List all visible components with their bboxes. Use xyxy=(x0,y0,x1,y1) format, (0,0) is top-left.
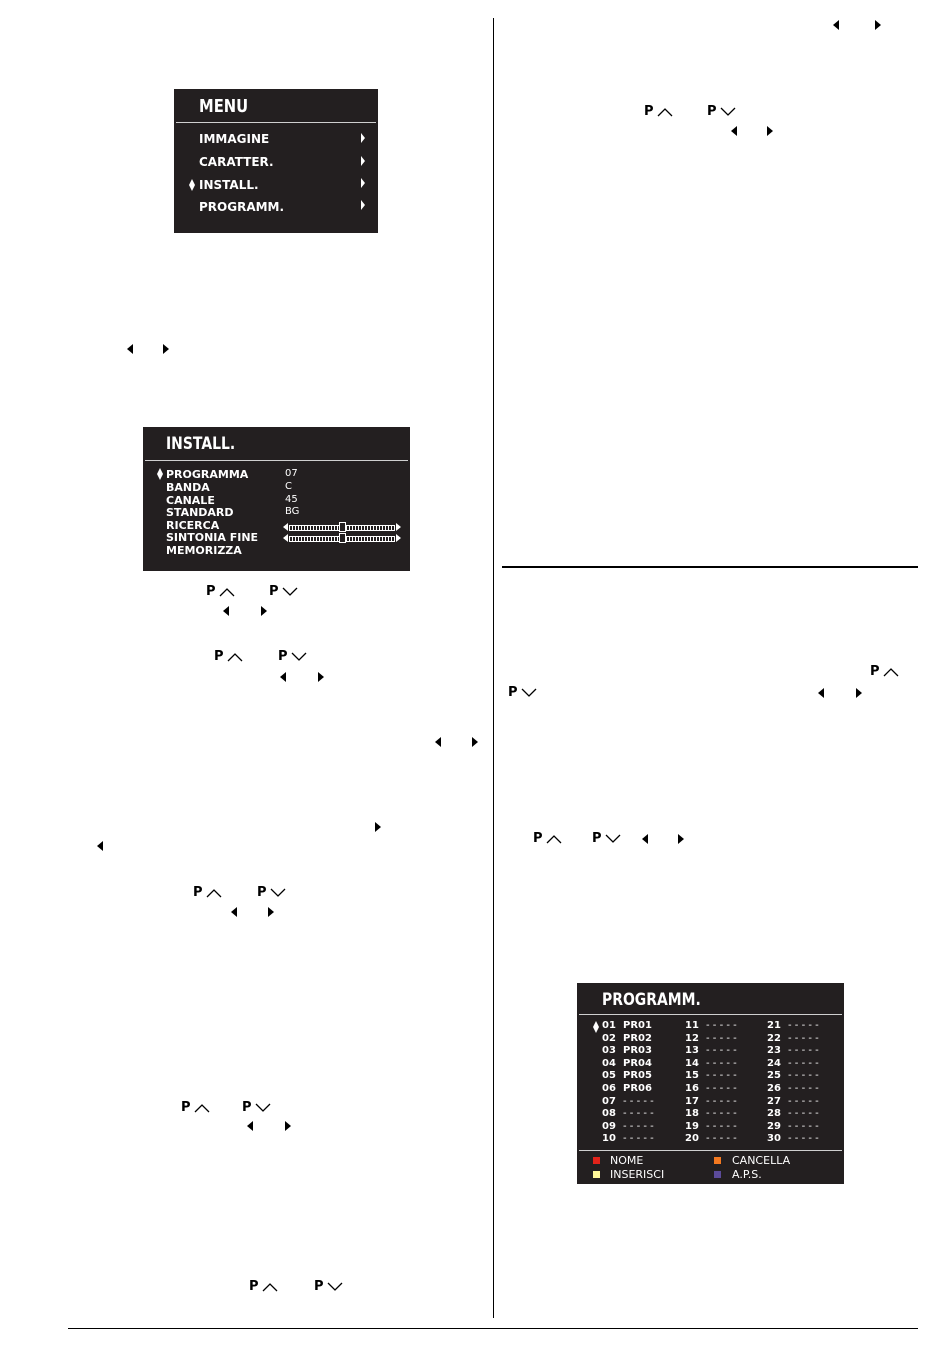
program-list-item[interactable] xyxy=(767,1121,819,1132)
program-list-item[interactable] xyxy=(685,1058,737,1069)
right-arrow-icon xyxy=(163,344,169,354)
program-name: - - - - - xyxy=(706,1133,737,1145)
program-name: PR03 xyxy=(623,1045,652,1057)
left-arrow-icon xyxy=(280,672,286,682)
program-name: - - - - - xyxy=(788,1095,819,1107)
program-list-item[interactable] xyxy=(767,1020,819,1031)
program-number: 21 xyxy=(767,1020,781,1031)
program-number: 28 xyxy=(767,1108,781,1120)
program-name: - - - - - xyxy=(623,1133,654,1145)
program-name: - - - - - xyxy=(706,1095,737,1107)
program-number: 24 xyxy=(767,1057,781,1069)
program-list-item[interactable] xyxy=(767,1045,819,1056)
programm-osd xyxy=(577,983,844,1184)
program-list-item[interactable] xyxy=(602,1108,654,1119)
program-list-item[interactable] xyxy=(685,1133,737,1144)
submenu-arrow-icon xyxy=(361,200,365,210)
program-number: 20 xyxy=(685,1133,699,1145)
install-value-canale: 45 xyxy=(285,494,298,505)
slider-left-arrow-icon xyxy=(283,534,288,542)
legend-inserisci[interactable]: INSERISCI xyxy=(610,1168,665,1181)
p-up-key: P xyxy=(206,585,235,599)
p-down-key: P xyxy=(707,105,736,119)
program-number: 11 xyxy=(685,1020,699,1031)
program-name: - - - - - xyxy=(623,1108,654,1120)
program-list-item[interactable] xyxy=(767,1108,819,1119)
program-name: PR05 xyxy=(623,1070,652,1082)
program-number: 05 xyxy=(602,1070,616,1082)
install-osd-rule xyxy=(145,460,408,461)
install-value-standard: BG xyxy=(285,506,300,517)
program-name: - - - - - xyxy=(788,1070,819,1082)
install-value-programma: 07 xyxy=(285,468,298,479)
program-list-item[interactable] xyxy=(685,1108,737,1119)
program-name: PR06 xyxy=(623,1083,652,1094)
slider-right-arrow-icon xyxy=(396,534,401,542)
program-list-item[interactable] xyxy=(685,1121,737,1132)
program-list-item[interactable] xyxy=(767,1133,819,1144)
column-divider xyxy=(493,18,494,1318)
red-key-icon xyxy=(593,1157,600,1164)
program-number: 03 xyxy=(602,1045,616,1057)
program-number: 08 xyxy=(602,1108,616,1120)
program-list-item[interactable] xyxy=(602,1020,652,1031)
legend-aps[interactable]: A.P.S. xyxy=(732,1168,762,1181)
menu-item-programm[interactable]: PROGRAMM. xyxy=(199,200,285,214)
install-label-standard[interactable]: STANDARD xyxy=(166,506,234,519)
program-name: - - - - - xyxy=(706,1120,737,1132)
right-arrow-icon xyxy=(767,126,773,136)
program-list-item[interactable] xyxy=(602,1058,652,1069)
program-number: 07 xyxy=(602,1095,616,1107)
install-label-banda[interactable]: BANDA xyxy=(166,481,210,494)
install-label-sintonia-fine[interactable]: SINTONIA FINE xyxy=(166,531,259,544)
program-list-item[interactable] xyxy=(685,1096,737,1107)
p-down-key: P xyxy=(257,886,286,900)
footer-rule xyxy=(68,1328,918,1329)
program-list-item[interactable] xyxy=(767,1083,819,1094)
program-name: - - - - - xyxy=(788,1032,819,1044)
install-label-canale[interactable]: CANALE xyxy=(166,494,215,507)
submenu-arrow-icon xyxy=(361,178,365,188)
program-number: 14 xyxy=(685,1057,699,1069)
yellow-key-icon xyxy=(593,1171,600,1178)
program-name: PR04 xyxy=(623,1057,652,1069)
program-name: - - - - - xyxy=(788,1133,819,1145)
program-number: 30 xyxy=(767,1133,781,1145)
menu-osd-rule xyxy=(176,122,376,123)
right-arrow-icon xyxy=(472,737,478,747)
program-list-item[interactable] xyxy=(602,1045,652,1056)
left-arrow-icon xyxy=(127,344,133,354)
p-up-key: P xyxy=(870,665,899,679)
left-arrow-icon xyxy=(731,126,737,136)
left-arrow-icon xyxy=(833,20,839,30)
program-name: - - - - - xyxy=(706,1083,737,1094)
program-name: - - - - - xyxy=(623,1095,654,1107)
install-label-ricerca[interactable]: RICERCA xyxy=(166,519,220,532)
p-up-key: P xyxy=(533,832,562,846)
program-name: - - - - - xyxy=(623,1120,654,1132)
legend-nome[interactable]: NOME xyxy=(610,1154,644,1167)
right-arrow-icon xyxy=(875,20,881,30)
install-value-banda: C xyxy=(285,481,292,492)
left-arrow-icon xyxy=(642,834,648,844)
program-name: - - - - - xyxy=(788,1120,819,1132)
purple-key-icon xyxy=(714,1171,721,1178)
program-list-item[interactable] xyxy=(767,1058,819,1069)
slider-thumb[interactable] xyxy=(339,533,346,543)
right-arrow-icon xyxy=(261,606,267,616)
right-arrow-icon xyxy=(268,907,274,917)
p-up-key: P xyxy=(249,1280,278,1294)
menu-osd-title: MENU xyxy=(199,96,249,117)
p-up-key: P xyxy=(181,1101,210,1115)
program-name: - - - - - xyxy=(706,1108,737,1120)
left-arrow-icon xyxy=(435,737,441,747)
program-name: - - - - - xyxy=(788,1020,819,1031)
submenu-arrow-icon xyxy=(361,156,365,166)
menu-osd xyxy=(174,89,378,233)
p-down-key: P xyxy=(314,1280,343,1294)
p-up-key: P xyxy=(644,105,673,119)
menu-item-caratter[interactable]: CARATTER. xyxy=(199,155,274,169)
left-arrow-icon xyxy=(223,606,229,616)
program-number: 04 xyxy=(602,1057,616,1069)
program-name: - - - - - xyxy=(788,1108,819,1120)
program-list-item[interactable] xyxy=(685,1045,737,1056)
right-arrow-icon xyxy=(285,1121,291,1131)
program-name: - - - - - xyxy=(788,1057,819,1069)
program-list-item[interactable] xyxy=(767,1096,819,1107)
install-label-programma[interactable]: PROGRAMMA xyxy=(166,468,249,481)
program-name: PR02 xyxy=(623,1032,652,1044)
program-number: 09 xyxy=(602,1120,616,1132)
program-number: 13 xyxy=(685,1045,699,1057)
program-number: 27 xyxy=(767,1095,781,1107)
p-down-key: P xyxy=(242,1101,271,1115)
left-arrow-icon xyxy=(97,841,103,851)
program-list-item[interactable] xyxy=(685,1083,737,1094)
program-number: 29 xyxy=(767,1120,781,1132)
p-down-key: P xyxy=(508,686,537,700)
right-arrow-icon xyxy=(375,822,381,832)
program-number: 01 xyxy=(602,1020,616,1031)
program-number: 26 xyxy=(767,1083,781,1094)
install-osd xyxy=(143,427,410,571)
program-number: 06 xyxy=(602,1083,616,1094)
right-arrow-icon xyxy=(678,834,684,844)
program-name: - - - - - xyxy=(706,1020,737,1031)
legend-cancella[interactable]: CANCELLA xyxy=(732,1154,791,1167)
install-label-memorizza[interactable]: MEMORIZZA xyxy=(166,544,242,557)
program-number: 23 xyxy=(767,1045,781,1057)
install-osd-title: INSTALL. xyxy=(166,434,236,454)
program-number: 19 xyxy=(685,1120,699,1132)
ricerca-slider[interactable] xyxy=(283,523,401,531)
program-name: PR01 xyxy=(623,1020,652,1031)
menu-item-install[interactable]: INSTALL. xyxy=(199,178,259,192)
program-name: - - - - - xyxy=(706,1070,737,1082)
program-number: 02 xyxy=(602,1032,616,1044)
program-name: - - - - - xyxy=(788,1083,819,1094)
sintonia-fine-slider[interactable] xyxy=(283,534,401,542)
program-number: 18 xyxy=(685,1108,699,1120)
p-down-key: P xyxy=(269,585,298,599)
section-divider xyxy=(502,566,918,568)
programm-legend-rule xyxy=(579,1150,842,1151)
program-list-item[interactable] xyxy=(602,1121,654,1132)
right-arrow-icon xyxy=(318,672,324,682)
program-name: - - - - - xyxy=(706,1057,737,1069)
program-list-item[interactable] xyxy=(602,1096,654,1107)
program-number: 22 xyxy=(767,1032,781,1044)
submenu-arrow-icon xyxy=(361,133,365,143)
slider-right-arrow-icon xyxy=(396,523,401,531)
left-arrow-icon xyxy=(818,688,824,698)
program-list-item[interactable] xyxy=(602,1133,654,1144)
program-number: 16 xyxy=(685,1083,699,1094)
programm-osd-rule xyxy=(579,1014,842,1015)
program-number: 17 xyxy=(685,1095,699,1107)
program-list-item[interactable] xyxy=(602,1083,652,1094)
program-name: - - - - - xyxy=(706,1032,737,1044)
program-list-item[interactable] xyxy=(685,1033,737,1044)
programm-osd-title: PROGRAMM. xyxy=(602,990,701,1010)
p-up-key: P xyxy=(193,886,222,900)
program-number: 15 xyxy=(685,1070,699,1082)
left-arrow-icon xyxy=(247,1121,253,1131)
right-arrow-icon xyxy=(856,688,862,698)
program-list-item[interactable] xyxy=(767,1070,819,1081)
orange-key-icon xyxy=(714,1157,721,1164)
program-number: 12 xyxy=(685,1032,699,1044)
menu-item-immagine[interactable]: IMMAGINE xyxy=(199,132,270,146)
slider-left-arrow-icon xyxy=(283,523,288,531)
program-list-item[interactable] xyxy=(767,1033,819,1044)
program-number: 10 xyxy=(602,1133,616,1145)
slider-thumb[interactable] xyxy=(339,522,346,532)
program-list-item[interactable] xyxy=(685,1070,737,1081)
program-number: 25 xyxy=(767,1070,781,1082)
p-up-key: P xyxy=(214,650,243,664)
p-down-key: P xyxy=(592,832,621,846)
left-arrow-icon xyxy=(231,907,237,917)
p-down-key: P xyxy=(278,650,307,664)
program-list-item[interactable] xyxy=(602,1033,652,1044)
program-list-item[interactable] xyxy=(685,1020,737,1031)
program-name: - - - - - xyxy=(706,1045,737,1057)
program-name: - - - - - xyxy=(788,1045,819,1057)
program-list-item[interactable] xyxy=(602,1070,652,1081)
